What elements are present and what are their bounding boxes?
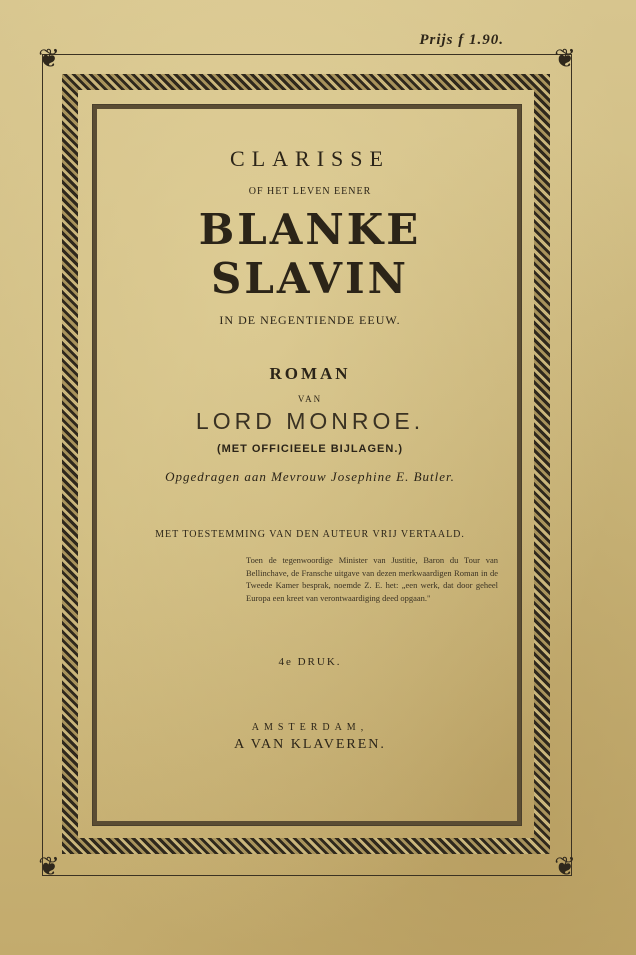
title-line-4: IN DE NEGENTIENDE EEUW.: [219, 313, 401, 327]
dedication: Opgedragen aan Mevrouw Josephine E. Butler.: [165, 469, 455, 484]
main-title: BLANKE SLAVIN: [198, 205, 422, 303]
genre-label: ROMAN: [269, 364, 351, 383]
corner-ornament-icon: ❦: [554, 44, 576, 73]
corner-ornament-icon: ❦: [554, 852, 576, 881]
by-label: VAN: [297, 394, 323, 404]
corner-ornament-icon: ❦: [38, 852, 60, 881]
author-name: LORD MONROE.: [195, 408, 425, 434]
title-page-content: [100, 130, 520, 753]
translation-note: MET TOESTEMMING VAN DEN AUTEUR VRIJ VERTAALD.: [155, 529, 465, 540]
edition-label: 4e DRUK.: [278, 656, 342, 668]
corner-ornament-icon: ❦: [38, 44, 60, 73]
publisher-city: AMSTERDAM,: [251, 722, 369, 733]
review-quote: Toen de tegenwoordige Minister van Justitie, Baron du Tour van Bellinchave, de Fransche uitgave van dezen merkwaardigen Roman in de Tweede Kamer besprak, noemde Z. E. het: „een werk, dat door geheel Europa een kreet van verontwaardiging deed opgaan.": [246, 555, 498, 603]
price-label: Prijs f 1.90.: [419, 32, 504, 48]
title-line-2: OF HET LEVEN EENER: [248, 186, 372, 197]
appendix-note: (MET OFFICIEELE BIJLAGEN.): [216, 443, 404, 455]
publisher-name: A VAN KLAVEREN.: [234, 737, 386, 752]
title-line-1: CLARISSE: [230, 146, 390, 171]
